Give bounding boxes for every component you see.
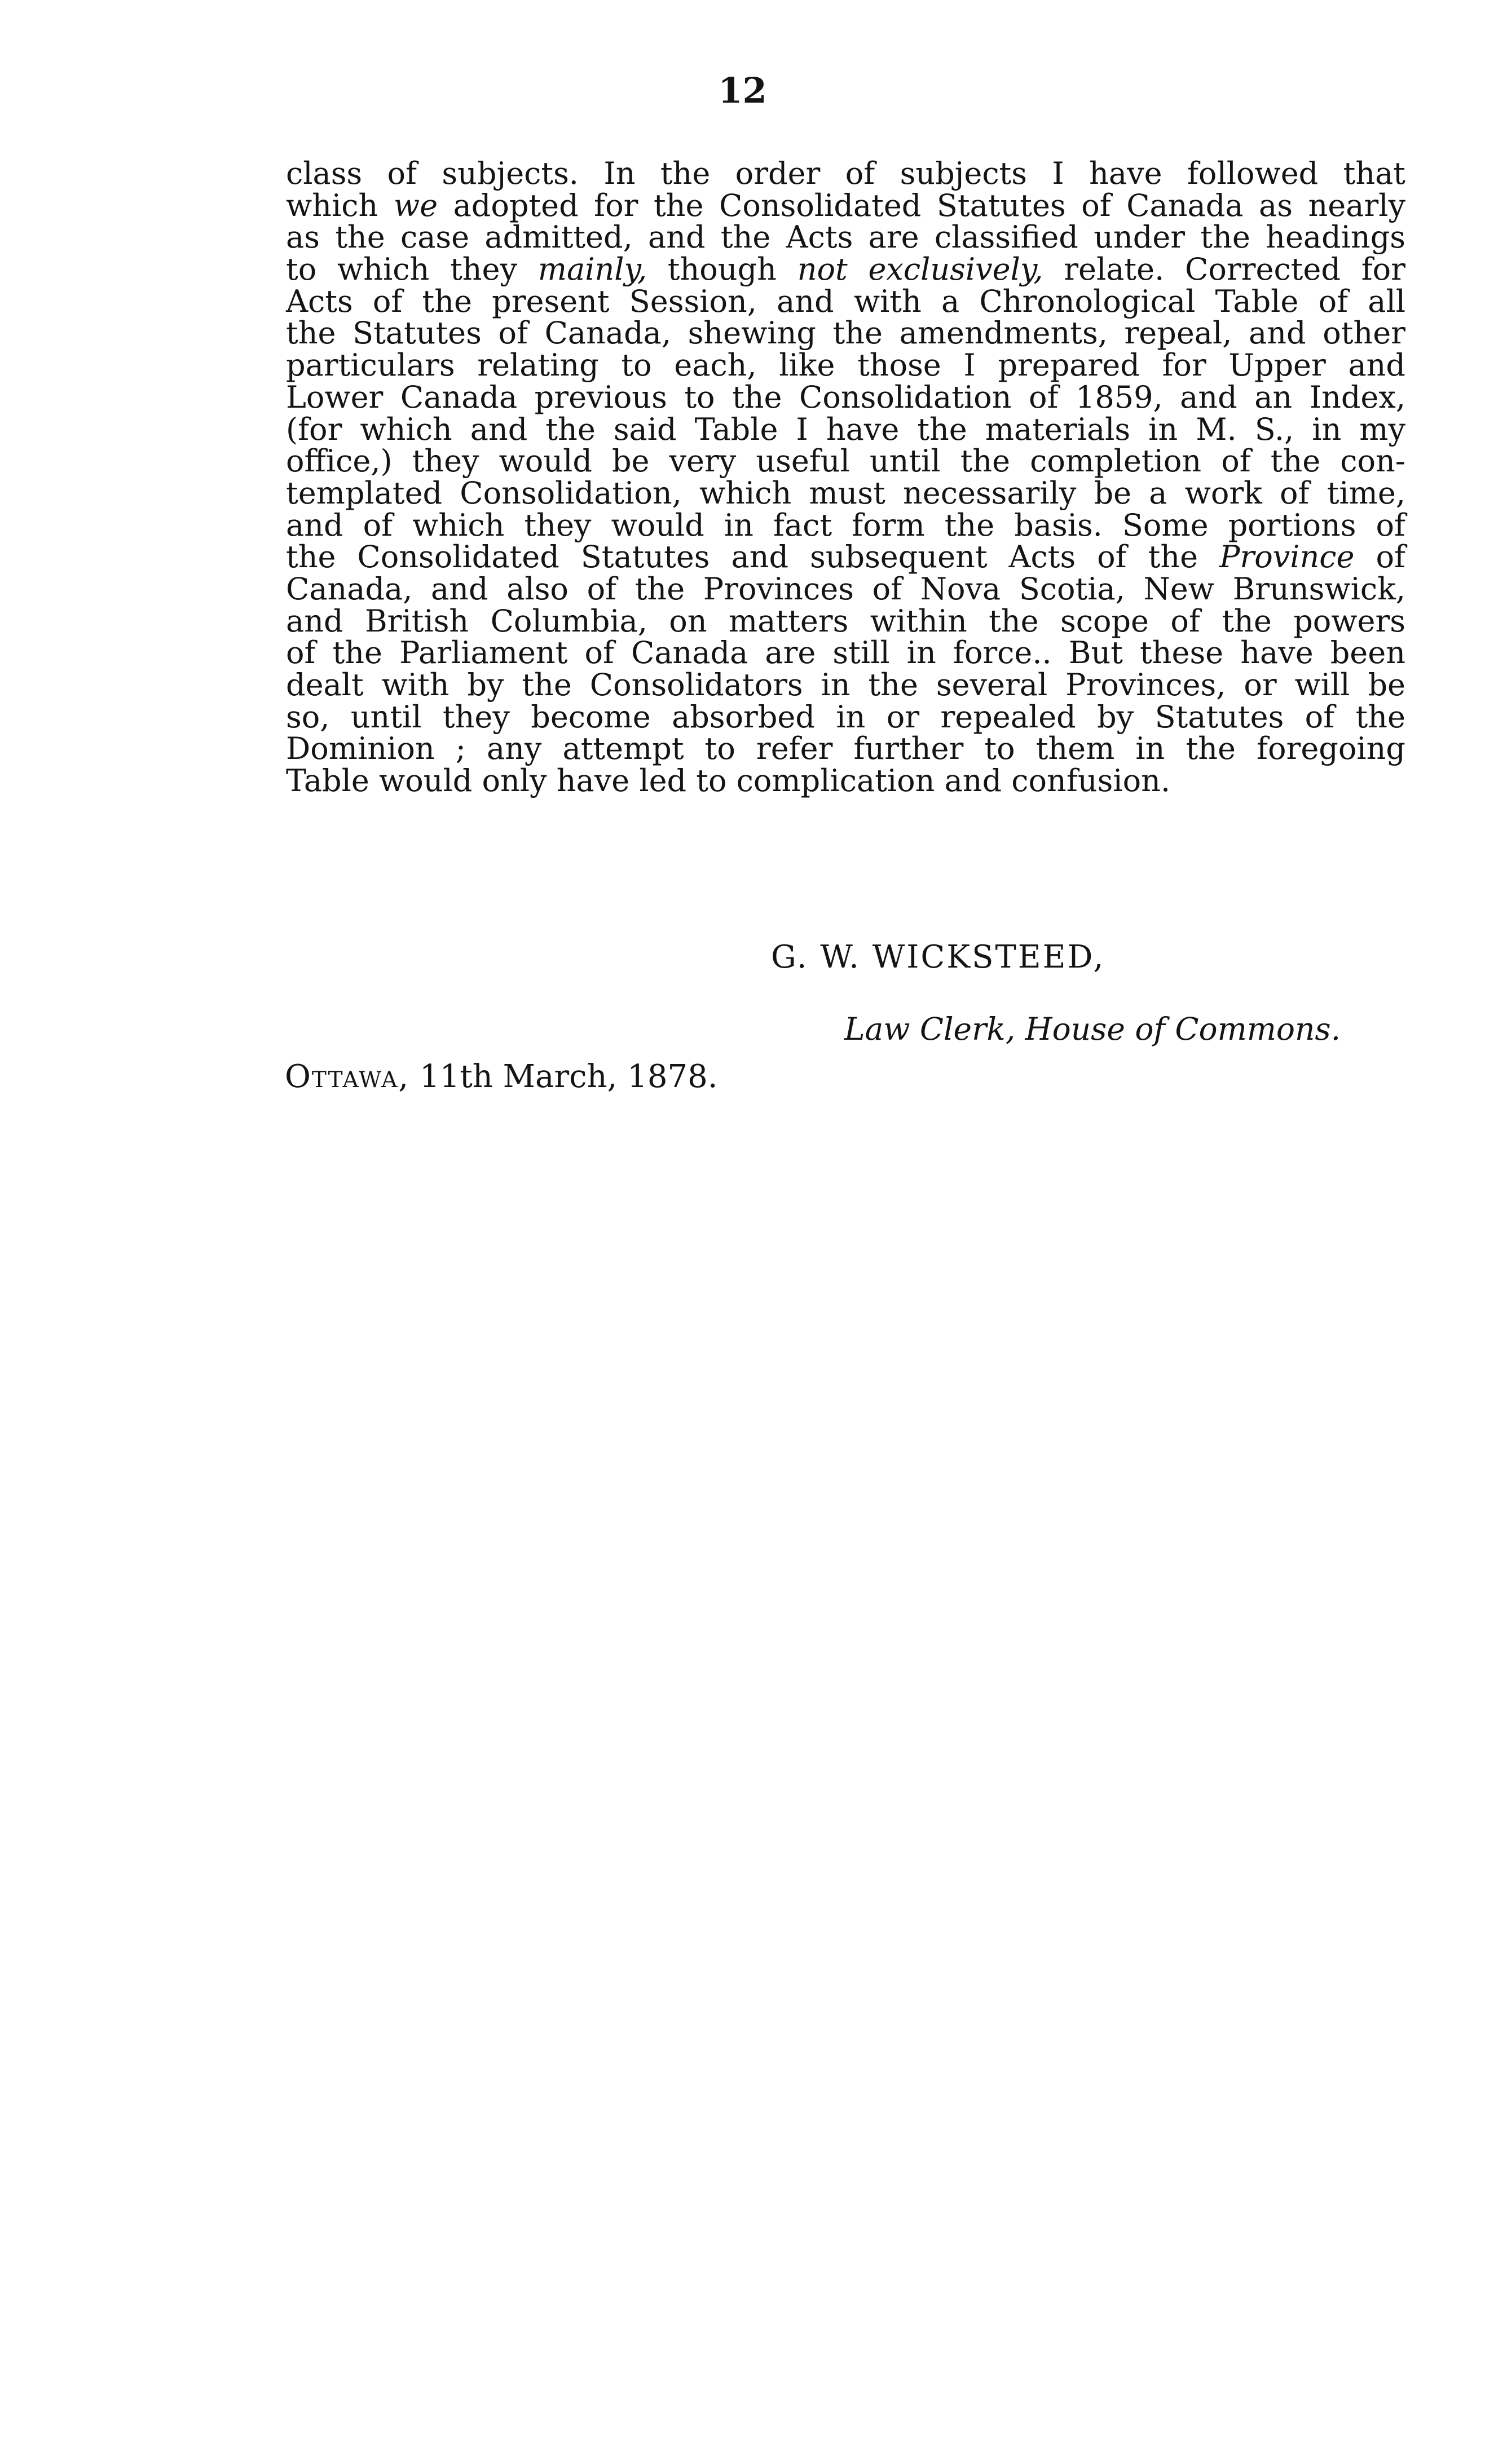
text-line: and British Columbia, on matters within the scope of the powers [286,603,1405,639]
signature-title: Law Clerk, House of Commons. [844,1011,1341,1047]
italic-text: Province [1219,539,1355,575]
text-line: Dominion ; any attempt to refer further to them in the foregoing [286,731,1405,767]
text-line: which we adopted for the Consolidated Statutes of Canada as nearly [286,187,1405,223]
italic-text: mainly, [537,251,647,288]
text-line: the Consolidated Statutes and subsequent Acts of the Province of [286,539,1405,575]
text-line: class of subjects. In the order of subjects I have followed that [286,156,1405,191]
page-number: 12 [718,70,767,111]
text-line: office,) they would be very useful until the completion of the con- [286,443,1405,479]
text-line: Acts of the present Session, and with a Chronological Table of all [286,283,1405,319]
signature-name: G. W. WICKSTEED, [771,939,1105,975]
text-line: to which they mainly, though not exclusively, relate. Corrected for [286,251,1405,288]
text-line: (for which and the said Table I have the materials in M. S., in my [286,411,1405,447]
text-line: of the Parliament of Canada are still in force.. But these have been [286,635,1405,671]
text-line: Lower Canada previous to the Consolidation of 1859, and an Index, [286,379,1405,415]
text-line: the Statutes of Canada, shewing the amendments, repeal, and other [286,315,1405,351]
italic-text: not exclusively, [797,251,1043,288]
text-line: so, until they become absorbed in or repealed by Statutes of the [286,699,1405,735]
text-line: as the case admitted, and the Acts are classified under the headings [286,219,1405,255]
text-line: Canada, and also of the Provinces of Nova Scotia, New Brunswick, [286,571,1405,607]
dateline-place: Ottawa, [285,1058,410,1095]
text-line: particulars relating to each, like those I prepared for Upper and [286,347,1405,383]
text-line: Table would only have led to complication and confusion. [286,763,1171,799]
italic-text: we [393,187,438,223]
body-paragraph [286,158,1405,797]
dateline-date: 11th March, 1878. [420,1058,718,1095]
text-line: templated Consolidation, which must necessarily be a work of time, [286,475,1405,511]
text-line: dealt with by the Consolidators in the several Provinces, or will be [286,667,1405,703]
dateline [285,1058,718,1095]
text-line: and of which they would in fact form the basis. Some portions of [286,507,1405,543]
